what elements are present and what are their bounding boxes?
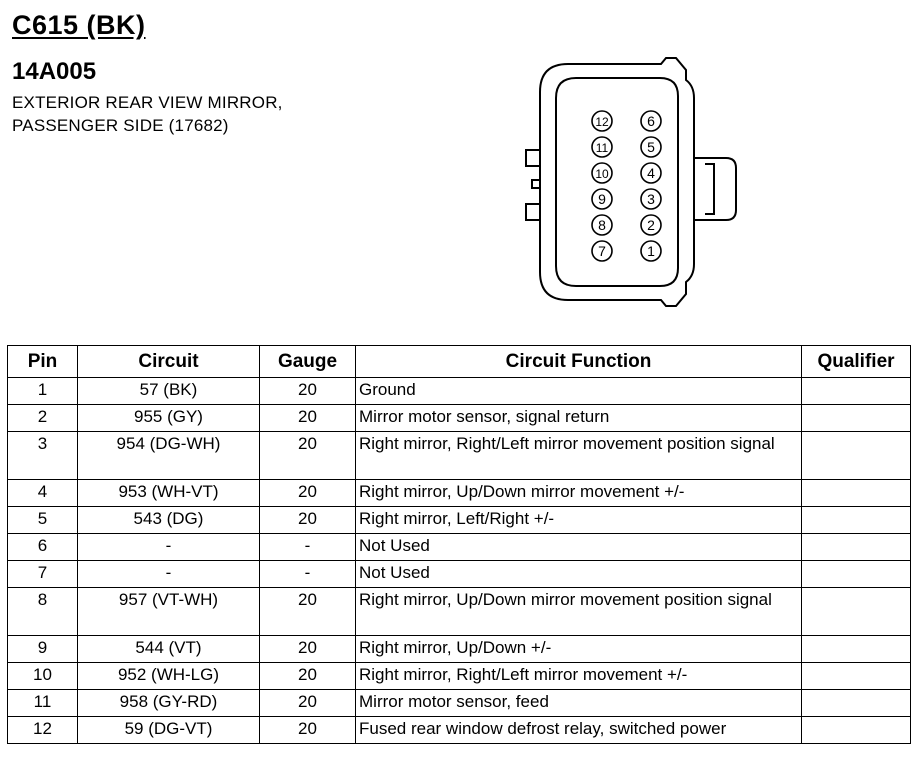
gauge-cell: 20 [260,663,356,690]
pin-cell: 4 [8,480,78,507]
description-line-2: PASSENGER SIDE (17682) [12,116,229,135]
connector-pin-label: 9 [598,191,606,207]
gauge-cell: 20 [260,432,356,480]
connector-pin-label: 5 [647,139,655,155]
connector-pin-label: 4 [647,165,655,181]
function-cell: Right mirror, Right/Left mirror movement position signal [356,432,802,480]
circuit-cell: - [78,534,260,561]
connector-id: C615 (BK) [12,10,146,40]
qualifier-cell [802,636,911,663]
circuit-cell: 57 (BK) [78,378,260,405]
circuit-cell: 59 (DG-VT) [78,717,260,744]
pin-cell: 11 [8,690,78,717]
connector-pin-label: 6 [647,113,655,129]
table-row [8,588,911,636]
qualifier-cell [802,690,911,717]
gauge-cell: 20 [260,507,356,534]
function-cell: Ground [356,378,802,405]
function-cell: Right mirror, Up/Down mirror movement position signal [356,588,802,636]
function-cell: Right mirror, Left/Right +/- [356,507,802,534]
header-pin: Pin [8,346,78,378]
table-row [8,690,911,717]
header-circuit: Circuit [78,346,260,378]
pin-cell: 12 [8,717,78,744]
connector-pin-label: 2 [647,217,655,233]
gauge-cell: 20 [260,636,356,663]
connector-pin-label: 8 [598,217,606,233]
table-row [8,480,911,507]
qualifier-cell [802,588,911,636]
connector-pin-label: 3 [647,191,655,207]
circuit-cell: 954 (DG-WH) [78,432,260,480]
circuit-cell: - [78,561,260,588]
function-cell: Right mirror, Up/Down mirror movement +/- [356,480,802,507]
connector-left-tab-lower [526,204,540,220]
gauge-cell: - [260,561,356,588]
gauge-cell: 20 [260,405,356,432]
part-number: 14A005 [12,58,97,85]
qualifier-cell [802,561,911,588]
pin-cell: 7 [8,561,78,588]
function-cell: Mirror motor sensor, signal return [356,405,802,432]
connector-diagram [518,54,743,324]
connector-pin-label: 10 [595,167,609,181]
pin-cell: 2 [8,405,78,432]
circuit-cell: 543 (DG) [78,507,260,534]
qualifier-cell [802,663,911,690]
pin-cell: 9 [8,636,78,663]
function-cell: Fused rear window defrost relay, switched power [356,717,802,744]
header-gauge: Gauge [260,346,356,378]
connector-pin-label: 7 [598,243,606,259]
circuit-cell: 953 (WH-VT) [78,480,260,507]
pin-cell: 5 [8,507,78,534]
table-row [8,717,911,744]
connector-pin-label: 12 [595,115,609,129]
table-header-row [8,346,911,378]
table-row [8,405,911,432]
connector-pin-label: 1 [647,243,655,259]
pin-cell: 8 [8,588,78,636]
function-cell: Not Used [356,561,802,588]
table-row [8,561,911,588]
gauge-cell: 20 [260,690,356,717]
connector-face-illustration [518,54,743,319]
gauge-cell: 20 [260,480,356,507]
gauge-cell: 20 [260,717,356,744]
connector-housing-outer [540,58,694,306]
gauge-cell: - [260,534,356,561]
connector-left-tab-upper [526,150,540,166]
circuit-cell: 957 (VT-WH) [78,588,260,636]
description-line-1: EXTERIOR REAR VIEW MIRROR, [12,93,283,112]
gauge-cell: 20 [260,588,356,636]
header-qualifier: Qualifier [802,346,911,378]
header-circuit-function: Circuit Function [356,346,802,378]
function-cell: Right mirror, Up/Down +/- [356,636,802,663]
connector-pin-label: 11 [595,141,609,155]
table-row [8,507,911,534]
circuit-cell: 955 (GY) [78,405,260,432]
circuit-cell: 958 (GY-RD) [78,690,260,717]
qualifier-cell [802,507,911,534]
table-row [8,636,911,663]
qualifier-cell [802,405,911,432]
pin-cell: 6 [8,534,78,561]
function-cell: Mirror motor sensor, feed [356,690,802,717]
function-cell: Right mirror, Right/Left mirror movement +/- [356,663,802,690]
qualifier-cell [802,717,911,744]
table-row [8,663,911,690]
pin-cell: 10 [8,663,78,690]
qualifier-cell [802,534,911,561]
pin-cell: 3 [8,432,78,480]
table-row [8,534,911,561]
qualifier-cell [802,378,911,405]
circuit-cell: 544 (VT) [78,636,260,663]
pin-cell: 1 [8,378,78,405]
table-row [8,432,911,480]
function-cell: Not Used [356,534,802,561]
table-row [8,378,911,405]
qualifier-cell [802,480,911,507]
qualifier-cell [802,432,911,480]
gauge-cell: 20 [260,378,356,405]
pin-assignment-table [7,345,911,744]
circuit-cell: 952 (WH-LG) [78,663,260,690]
